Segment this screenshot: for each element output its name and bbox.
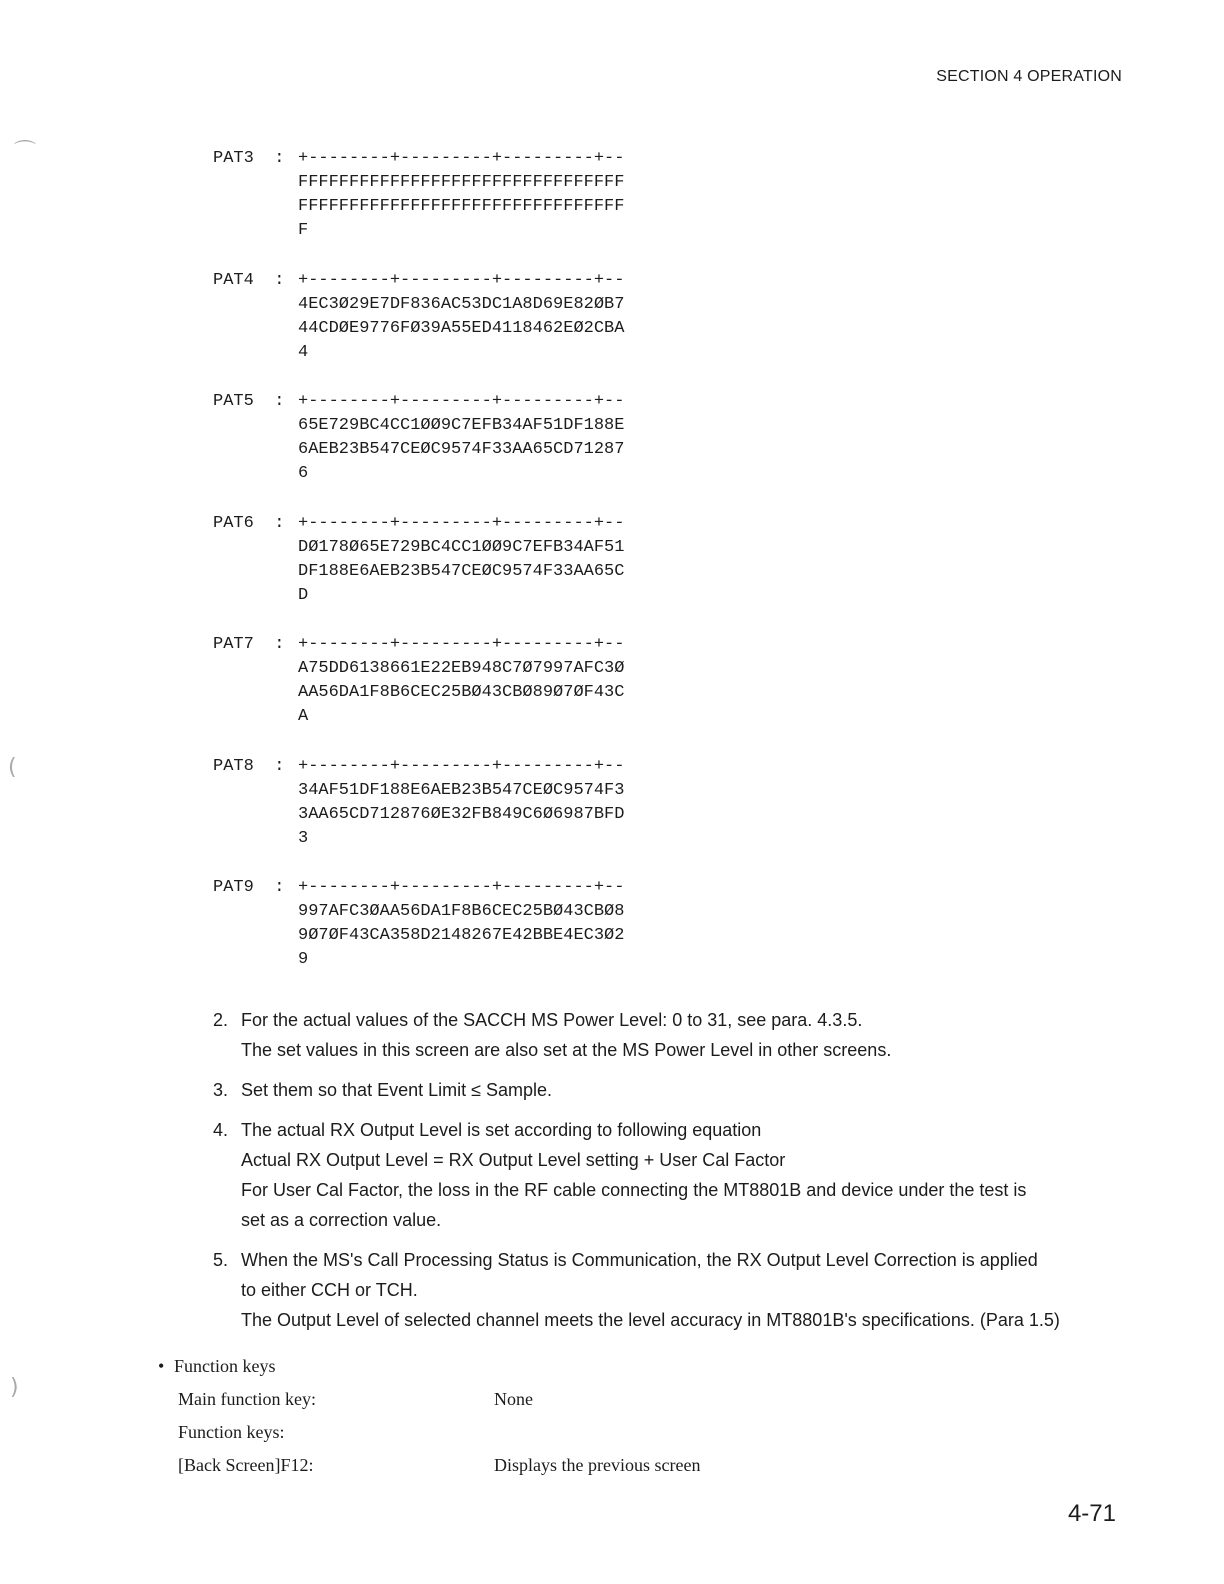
pattern-ruler: +--------+---------+---------+-- — [298, 271, 625, 290]
pattern-lines — [298, 269, 624, 365]
pattern-hex-line: FFFFFFFFFFFFFFFFFFFFFFFFFFFFFFFF — [298, 173, 625, 192]
pattern-hex-line: 9Ø7ØF43CA358D2148267E42BBE4EC3Ø2 — [298, 926, 625, 945]
binder-hole-icon: ( — [8, 755, 17, 780]
pattern-colon: : — [253, 757, 285, 776]
note-item — [213, 1115, 1143, 1235]
pattern-hex-line: 997AFC3ØAA56DA1F8B6CEC25BØ43CBØ8 — [298, 902, 625, 921]
pattern-name: PAT9 — [213, 878, 254, 897]
pattern-colon: : — [253, 271, 285, 290]
note-line: For the actual values of the SACCH MS Power Level: 0 to 31, see para. 4.3.5. — [241, 1010, 863, 1030]
pattern-hex-line: 6 — [298, 464, 309, 483]
pattern-label — [213, 269, 293, 293]
function-keys-title: Function keys — [174, 1356, 276, 1376]
note-line: Set them so that Event Limit ≤ Sample. — [241, 1080, 553, 1100]
function-key-desc: None — [494, 1389, 533, 1409]
note-line: to either CCH or TCH. — [241, 1280, 418, 1300]
pattern-colon: : — [253, 514, 285, 533]
page-number: 4-71 — [1067, 1500, 1116, 1527]
pattern-hex-line: 34AF51DF188E6AEB23B547CEØC9574F3 — [298, 781, 625, 800]
note-line: The actual RX Output Level is set according to following equation — [241, 1120, 762, 1140]
function-key-desc: Displays the previous screen — [494, 1455, 701, 1475]
pattern-ruler: +--------+---------+---------+-- — [298, 757, 625, 776]
pattern-hex-line: 44CDØE9776FØ39A55ED4118462EØ2CBA — [298, 319, 625, 338]
pattern-label — [213, 633, 293, 657]
function-key-row — [158, 1383, 700, 1416]
function-key-name: Function keys: — [178, 1422, 285, 1442]
pattern-hex-line: AA56DA1F8B6CEC25BØ43CBØ89Ø7ØF43C — [298, 683, 625, 702]
pattern-lines — [298, 876, 624, 972]
function-key-row — [158, 1416, 700, 1449]
pattern-hex-line: 3 — [298, 829, 309, 848]
pattern-hex-line: DF188E6AEB23B547CEØC9574F33AA65C — [298, 562, 625, 581]
pattern-label — [213, 876, 293, 900]
note-line: The Output Level of selected channel meets the level accuracy in MT8801B's specifications. (Para 1.5) — [241, 1310, 1060, 1330]
pattern-hex-line: 65E729BC4CC1ØØ9C7EFB34AF51DF188E — [298, 416, 625, 435]
pattern-lines — [298, 390, 624, 486]
note-item — [213, 1075, 1143, 1105]
function-key-name: [Back Screen]F12: — [178, 1455, 314, 1475]
pattern-hex-line: FFFFFFFFFFFFFFFFFFFFFFFFFFFFFFFF — [298, 197, 625, 216]
pattern-hex-line: 3AA65CD712876ØE32FB849C6Ø6987BFD — [298, 805, 625, 824]
pattern-name: PAT6 — [213, 514, 254, 533]
note-line: Actual RX Output Level = RX Output Level setting + User Cal Factor — [241, 1150, 786, 1170]
pattern-hex-line: A75DD6138661E22EB948C7Ø7997AFC3Ø — [298, 659, 625, 678]
pattern-hex-line: F — [298, 221, 309, 240]
function-key-row — [158, 1449, 700, 1482]
pattern-label — [213, 512, 293, 536]
note-line: When the MS's Call Processing Status is Communication, the RX Output Level Correction is applied — [241, 1250, 1038, 1270]
pattern-hex-line: A — [298, 707, 309, 726]
note-number: 5. — [213, 1250, 229, 1270]
pattern-lines — [298, 147, 624, 243]
pattern-label — [213, 755, 293, 779]
pattern-ruler: +--------+---------+---------+-- — [298, 635, 625, 654]
function-key-name: Main function key: — [178, 1389, 316, 1409]
pattern-ruler: +--------+---------+---------+-- — [298, 392, 625, 411]
note-number: 4. — [213, 1120, 229, 1140]
pattern-ruler: +--------+---------+---------+-- — [298, 878, 625, 897]
binder-hole-icon: ) — [10, 1375, 19, 1400]
section-header: SECTION 4 OPERATION — [936, 68, 1122, 85]
pattern-lines — [298, 755, 624, 851]
pattern-name: PAT7 — [213, 635, 254, 654]
binder-hole-icon: ⌒ — [14, 140, 37, 165]
pattern-hex-line: 6AEB23B547CEØC9574F33AA65CD71287 — [298, 440, 625, 459]
pattern-hex-line: 4 — [298, 343, 309, 362]
pattern-colon: : — [253, 878, 285, 897]
pattern-name: PAT3 — [213, 149, 254, 168]
pattern-label — [213, 390, 293, 414]
pattern-lines — [298, 512, 624, 608]
note-number: 3. — [213, 1080, 229, 1100]
note-item — [213, 1005, 1143, 1065]
pattern-name: PAT4 — [213, 271, 254, 290]
pattern-hex-line: DØ178Ø65E729BC4CC1ØØ9C7EFB34AF51 — [298, 538, 625, 557]
note-number: 2. — [213, 1010, 229, 1030]
function-keys-section — [158, 1350, 700, 1482]
pattern-hex-line: 9 — [298, 950, 309, 969]
pattern-colon: : — [253, 392, 285, 411]
function-keys-heading — [158, 1350, 700, 1383]
pattern-hex-line: D — [298, 586, 309, 605]
pattern-ruler: +--------+---------+---------+-- — [298, 514, 625, 533]
note-item — [213, 1245, 1143, 1335]
notes-list — [213, 1005, 1143, 1345]
pattern-hex-line: 4EC3Ø29E7DF836AC53DC1A8D69E82ØB7 — [298, 295, 625, 314]
note-line: For User Cal Factor, the loss in the RF cable connecting the MT8801B and device under the test is — [241, 1180, 1027, 1200]
pattern-lines — [298, 633, 624, 729]
pattern-ruler: +--------+---------+---------+-- — [298, 149, 625, 168]
pattern-name: PAT5 — [213, 392, 254, 411]
pattern-colon: : — [253, 635, 285, 654]
note-line: The set values in this screen are also set at the MS Power Level in other screens. — [241, 1040, 892, 1060]
bullet-icon: • — [158, 1356, 165, 1376]
pattern-colon: : — [253, 149, 285, 168]
note-line: set as a correction value. — [241, 1210, 442, 1230]
pattern-label — [213, 147, 293, 171]
pattern-name: PAT8 — [213, 757, 254, 776]
